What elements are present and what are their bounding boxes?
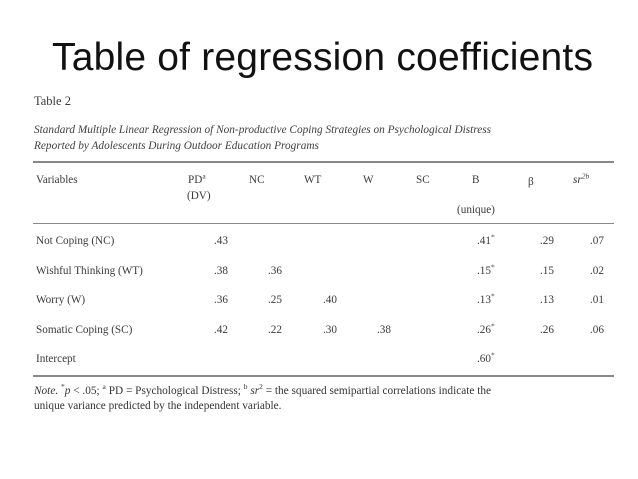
table-note (34, 384, 614, 414)
cell-b (477, 350, 495, 365)
caption-line-2: Reported by Adolescents During Outdoor Education Programs (34, 140, 319, 152)
cell-beta: .29 (540, 235, 554, 247)
header-b-unique: (unique) (457, 204, 495, 216)
note-label: Note. (34, 385, 59, 397)
row-variable: Somatic Coping (SC) (36, 324, 133, 336)
note-star: * (61, 382, 65, 392)
header-rule (33, 223, 614, 224)
cell-pd: .42 (214, 324, 228, 336)
header-pd (188, 171, 206, 186)
cell-b-star: * (490, 291, 495, 301)
note-rest: = the squared semipartial correlations indicate the (265, 385, 492, 397)
cell-pd: .36 (214, 294, 228, 306)
row-variable: Intercept (36, 353, 76, 365)
note-line-2: unique variance predicted by the independent variable. (34, 400, 282, 412)
cell-b-star: * (490, 262, 495, 272)
cell-b-star: * (490, 350, 495, 360)
cell-b-star: * (490, 232, 495, 242)
note-p-rest: < .05; (73, 385, 100, 397)
table-caption (34, 122, 614, 154)
cell-nc: .22 (268, 324, 282, 336)
cell-nc: .36 (268, 265, 282, 277)
note-sr: sr (250, 385, 260, 397)
cell-b (477, 232, 495, 247)
cell-beta: .13 (540, 294, 554, 306)
header-sr2 (573, 171, 590, 186)
note-a-sup: a (102, 382, 106, 392)
note-b-sup: b (243, 382, 248, 392)
header-w: W (363, 174, 374, 186)
note-line-1 (34, 384, 614, 399)
header-sr2-sup: 2b (581, 171, 590, 181)
header-sr2-text: sr (573, 174, 582, 186)
cell-sr2: .07 (590, 235, 604, 247)
row-variable: Not Coping (NC) (36, 235, 115, 247)
header-pd-sup: a (202, 171, 206, 181)
cell-sr2: .02 (590, 265, 604, 277)
header-b: B (472, 174, 480, 186)
header-variables: Variables (36, 174, 78, 186)
cell-nc: .25 (268, 294, 282, 306)
row-variable: Worry (W) (36, 294, 86, 306)
header-pd-text: PD (188, 174, 203, 186)
cell-sr2: .01 (590, 294, 604, 306)
cell-wt: .30 (323, 324, 337, 336)
cell-w: .38 (377, 324, 391, 336)
note-p: p (64, 385, 71, 397)
cell-b-value: .26 (477, 324, 491, 336)
cell-pd: .38 (214, 265, 228, 277)
header-beta: β (528, 176, 534, 188)
cell-beta: .15 (540, 265, 554, 277)
cell-b-star: * (490, 321, 495, 331)
top-rule (33, 161, 614, 163)
cell-b (477, 321, 495, 336)
cell-b-value: .60 (477, 353, 491, 365)
cell-beta: .26 (540, 324, 554, 336)
cell-pd: .43 (214, 235, 228, 247)
cell-b-value: .13 (477, 294, 491, 306)
note-sr-sup: 2 (259, 382, 263, 392)
cell-b (477, 291, 495, 306)
cell-b (477, 262, 495, 277)
table-label: Table 2 (34, 94, 71, 108)
slide-title: Table of regression coefficients (52, 36, 594, 79)
cell-wt: .40 (323, 294, 337, 306)
header-nc: NC (249, 174, 265, 186)
header-pd-dv: (DV) (187, 190, 211, 202)
cell-b-value: .41 (477, 235, 491, 247)
note-pd-def: PD = Psychological Distress; (108, 385, 241, 397)
cell-sr2: .06 (590, 324, 604, 336)
caption-line-1: Standard Multiple Linear Regression of Non-productive Coping Strategies on Psychological Distress (34, 124, 492, 136)
header-wt: WT (304, 174, 322, 186)
header-sc: SC (416, 174, 430, 186)
cell-b-value: .15 (477, 265, 491, 277)
bottom-rule (33, 375, 614, 377)
row-variable: Wishful Thinking (WT) (36, 265, 143, 277)
